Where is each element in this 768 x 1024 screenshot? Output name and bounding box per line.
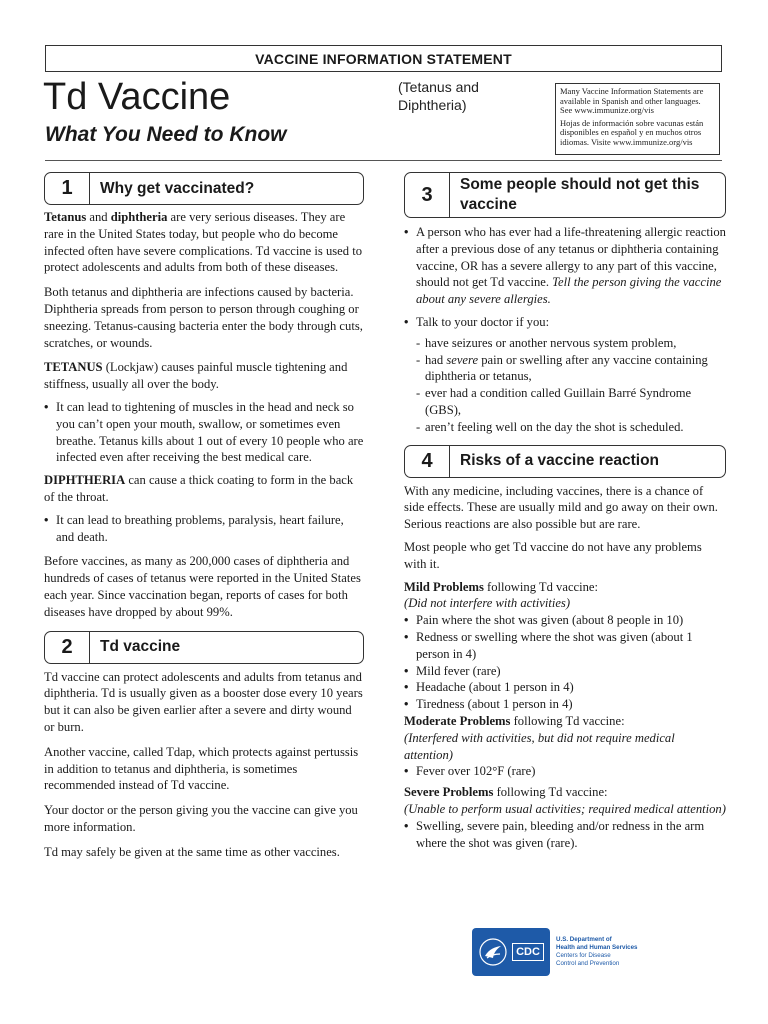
cdc-wordmark: CDC bbox=[512, 943, 544, 961]
dash-list bbox=[404, 335, 726, 436]
paragraph: Most people who get Td vaccine do not have any problems with it. bbox=[404, 539, 702, 571]
section-3-header bbox=[404, 172, 726, 218]
paragraph: With any medicine, including vaccines, there is a chance of side effects. These are usually mild and go away on their own. Serious reactions are also possible but are rare. bbox=[404, 483, 718, 532]
section-title: Why get vaccinated? bbox=[100, 179, 255, 197]
paragraph bbox=[44, 359, 364, 393]
dash-item: - ever had a condition called Guillain Barré Syndrome (GBS), bbox=[416, 385, 726, 419]
mild-problems-label bbox=[404, 579, 726, 596]
section-1-header bbox=[44, 172, 364, 205]
languages-note-spanish: Hojas de información sobre vacunas están disponibles en español y en muchos otros idiomas. Visite www.immunize.org/vis bbox=[560, 117, 704, 147]
text-run: can cause a thick coating to form in the back of the throat. bbox=[44, 473, 354, 504]
paragraph: Your doctor or the person giving you the vaccine can give you more information. bbox=[44, 803, 358, 834]
section-title: Td vaccine bbox=[100, 638, 181, 656]
italic-term: severe bbox=[446, 352, 479, 367]
section-number: 1 bbox=[45, 173, 90, 204]
paragraph: Td vaccine can protect adolescents and adults from tetanus and diphtheria. Td is usually given as a booster dose every 10 years but it can also be given earlier after a severe and dirty wound or burn. bbox=[44, 669, 363, 734]
page-subtitle: What You Need to Know bbox=[45, 123, 287, 146]
vaccine-scope bbox=[398, 78, 518, 114]
agency-dept-1: U.S. Department of bbox=[556, 936, 612, 943]
list-item: • Talk to your doctor if you: bbox=[404, 314, 726, 331]
bold-term: TETANUS bbox=[44, 360, 103, 375]
page-title: Td Vaccine bbox=[43, 76, 231, 118]
dash-item: - aren’t feeling well on the day the shot is scheduled. bbox=[416, 419, 726, 436]
section-number: 3 bbox=[405, 173, 450, 217]
severe-problems-note: (Unable to perform usual activities; required medical attention) bbox=[404, 801, 726, 816]
text-run: (Lockjaw) causes painful muscle tightening and stiffness, usually all over the body. bbox=[44, 360, 348, 392]
list-item bbox=[404, 224, 726, 308]
bullet-list bbox=[404, 224, 726, 331]
paragraph: Another vaccine, called Tdap, which protects against pertussis in addition to tetanus and diphtheria, is sometimes recommended instead of Td vaccine. bbox=[44, 744, 359, 793]
vis-banner: VACCINE INFORMATION STATEMENT bbox=[45, 45, 722, 72]
hhs-cdc-logo bbox=[472, 928, 652, 976]
left-column bbox=[44, 172, 364, 869]
languages-note-english: Many Vaccine Information Statements are available in Spanish and other languages. See www.immunize.org/vis bbox=[560, 86, 704, 115]
section-2-header bbox=[44, 631, 364, 664]
section-number: 4 bbox=[405, 446, 450, 477]
bullet-list bbox=[44, 512, 364, 546]
text-run: are very serious diseases. They are rare in the United States today, but people who do become infected often have severe complications. Td vaccine is used to protect adolescents and adults from both of these diseases. bbox=[44, 210, 362, 275]
text-run: had bbox=[425, 352, 447, 367]
severe-problems-label bbox=[404, 784, 726, 801]
paragraph bbox=[44, 472, 364, 506]
section-4-header bbox=[404, 445, 726, 478]
text-run: following Td vaccine: bbox=[493, 785, 608, 800]
bold-term: diphtheria bbox=[110, 210, 168, 224]
agency-line: Centers for Disease bbox=[556, 952, 611, 959]
list-item: • Tiredness (about 1 person in 4) bbox=[404, 696, 726, 713]
paragraph: Td may safely be given at the same time as other vaccines. bbox=[44, 844, 340, 859]
mild-problems-note: (Did not interfere with activities) bbox=[404, 596, 571, 611]
list-item: • Pain where the shot was given (about 8 people in 10) bbox=[404, 612, 726, 629]
text-run: following Td vaccine: bbox=[510, 713, 625, 728]
paragraph bbox=[44, 209, 364, 276]
bold-term: DIPHTHERIA bbox=[44, 473, 126, 488]
section-number: 2 bbox=[45, 632, 90, 663]
mild-problems-list bbox=[404, 612, 726, 713]
bold-term: Moderate Problems bbox=[404, 713, 511, 728]
bold-term: Tetanus bbox=[44, 210, 87, 224]
scope-line-2: Diphtheria) bbox=[398, 97, 467, 113]
text-run: pain or swelling after any vaccine containing diphtheria or tetanus, bbox=[425, 352, 708, 384]
scope-line-1: (Tetanus and bbox=[398, 79, 479, 95]
list-item: • Fever over 102°F (rare) bbox=[404, 763, 726, 780]
bold-term: Mild Problems bbox=[404, 579, 484, 594]
dash-item: - have seizures or another nervous system problem, bbox=[416, 335, 726, 352]
text-run: A person who has ever had a life-threatening allergic reaction after a previous dose of any tetanus or diphtheria containing vaccine, OR has a severe allergy to any part of this vaccine, should not get Td vaccine. bbox=[416, 225, 726, 290]
agency-text bbox=[556, 936, 638, 968]
list-item: • It can lead to breathing problems, paralysis, heart failure, and death. bbox=[44, 512, 364, 546]
paragraph: Both tetanus and diphtheria are infections caused by bacteria. Diphtheria spreads from person to person through coughing or sneezing. Tetanus-causing bacteria enter the body through cuts, scratches, or wounds. bbox=[44, 285, 363, 350]
bullet-list bbox=[44, 399, 364, 466]
italic-note: Tell the person giving the vaccine about any severe allergies. bbox=[416, 275, 722, 307]
bold-term: Severe Problems bbox=[404, 785, 494, 800]
list-item: • Headache (about 1 person in 4) bbox=[404, 679, 726, 696]
list-item: • Redness or swelling where the shot was given (about 1 person in 4) bbox=[404, 629, 726, 663]
moderate-problems-list bbox=[404, 763, 726, 780]
paragraph: Before vaccines, as many as 200,000 cases of diphtheria and hundreds of cases of tetanus were reported in the United States each year. Since vaccination began, reports of cases for both diseases have dropped by about 99%. bbox=[44, 554, 361, 619]
section-title: Risks of a vaccine reaction bbox=[460, 452, 660, 470]
list-item: • Swelling, severe pain, bleeding and/or redness in the arm where the shot was given (rare). bbox=[404, 818, 726, 852]
moderate-problems-label bbox=[404, 713, 726, 730]
text-run: following Td vaccine: bbox=[483, 579, 599, 594]
moderate-problems-note: (Interfered with activities, but did not require medical attention) bbox=[404, 730, 675, 762]
agency-line bbox=[556, 936, 638, 944]
agency-line bbox=[556, 944, 638, 952]
severe-problems-list bbox=[404, 818, 726, 852]
agency-dept-2: Health and Human Services bbox=[556, 944, 638, 951]
agency-line: Control and Prevention bbox=[556, 960, 620, 967]
logo-badge bbox=[472, 928, 550, 976]
hhs-eagle-icon bbox=[478, 937, 508, 967]
languages-note-box bbox=[555, 83, 720, 155]
right-column bbox=[404, 172, 726, 857]
header-divider bbox=[45, 160, 722, 161]
text-run: and bbox=[86, 210, 111, 224]
dash-item bbox=[416, 352, 726, 386]
section-title: Some people should not get this vaccine bbox=[460, 176, 700, 213]
list-item: • It can lead to tightening of muscles in the head and neck so you can’t open your mouth, swallow, or sometimes even breathe. Tetanus kills about 1 out of every 10 people who are infected even after receiving the best medical care. bbox=[44, 399, 364, 466]
list-item: • Mild fever (rare) bbox=[404, 663, 726, 680]
